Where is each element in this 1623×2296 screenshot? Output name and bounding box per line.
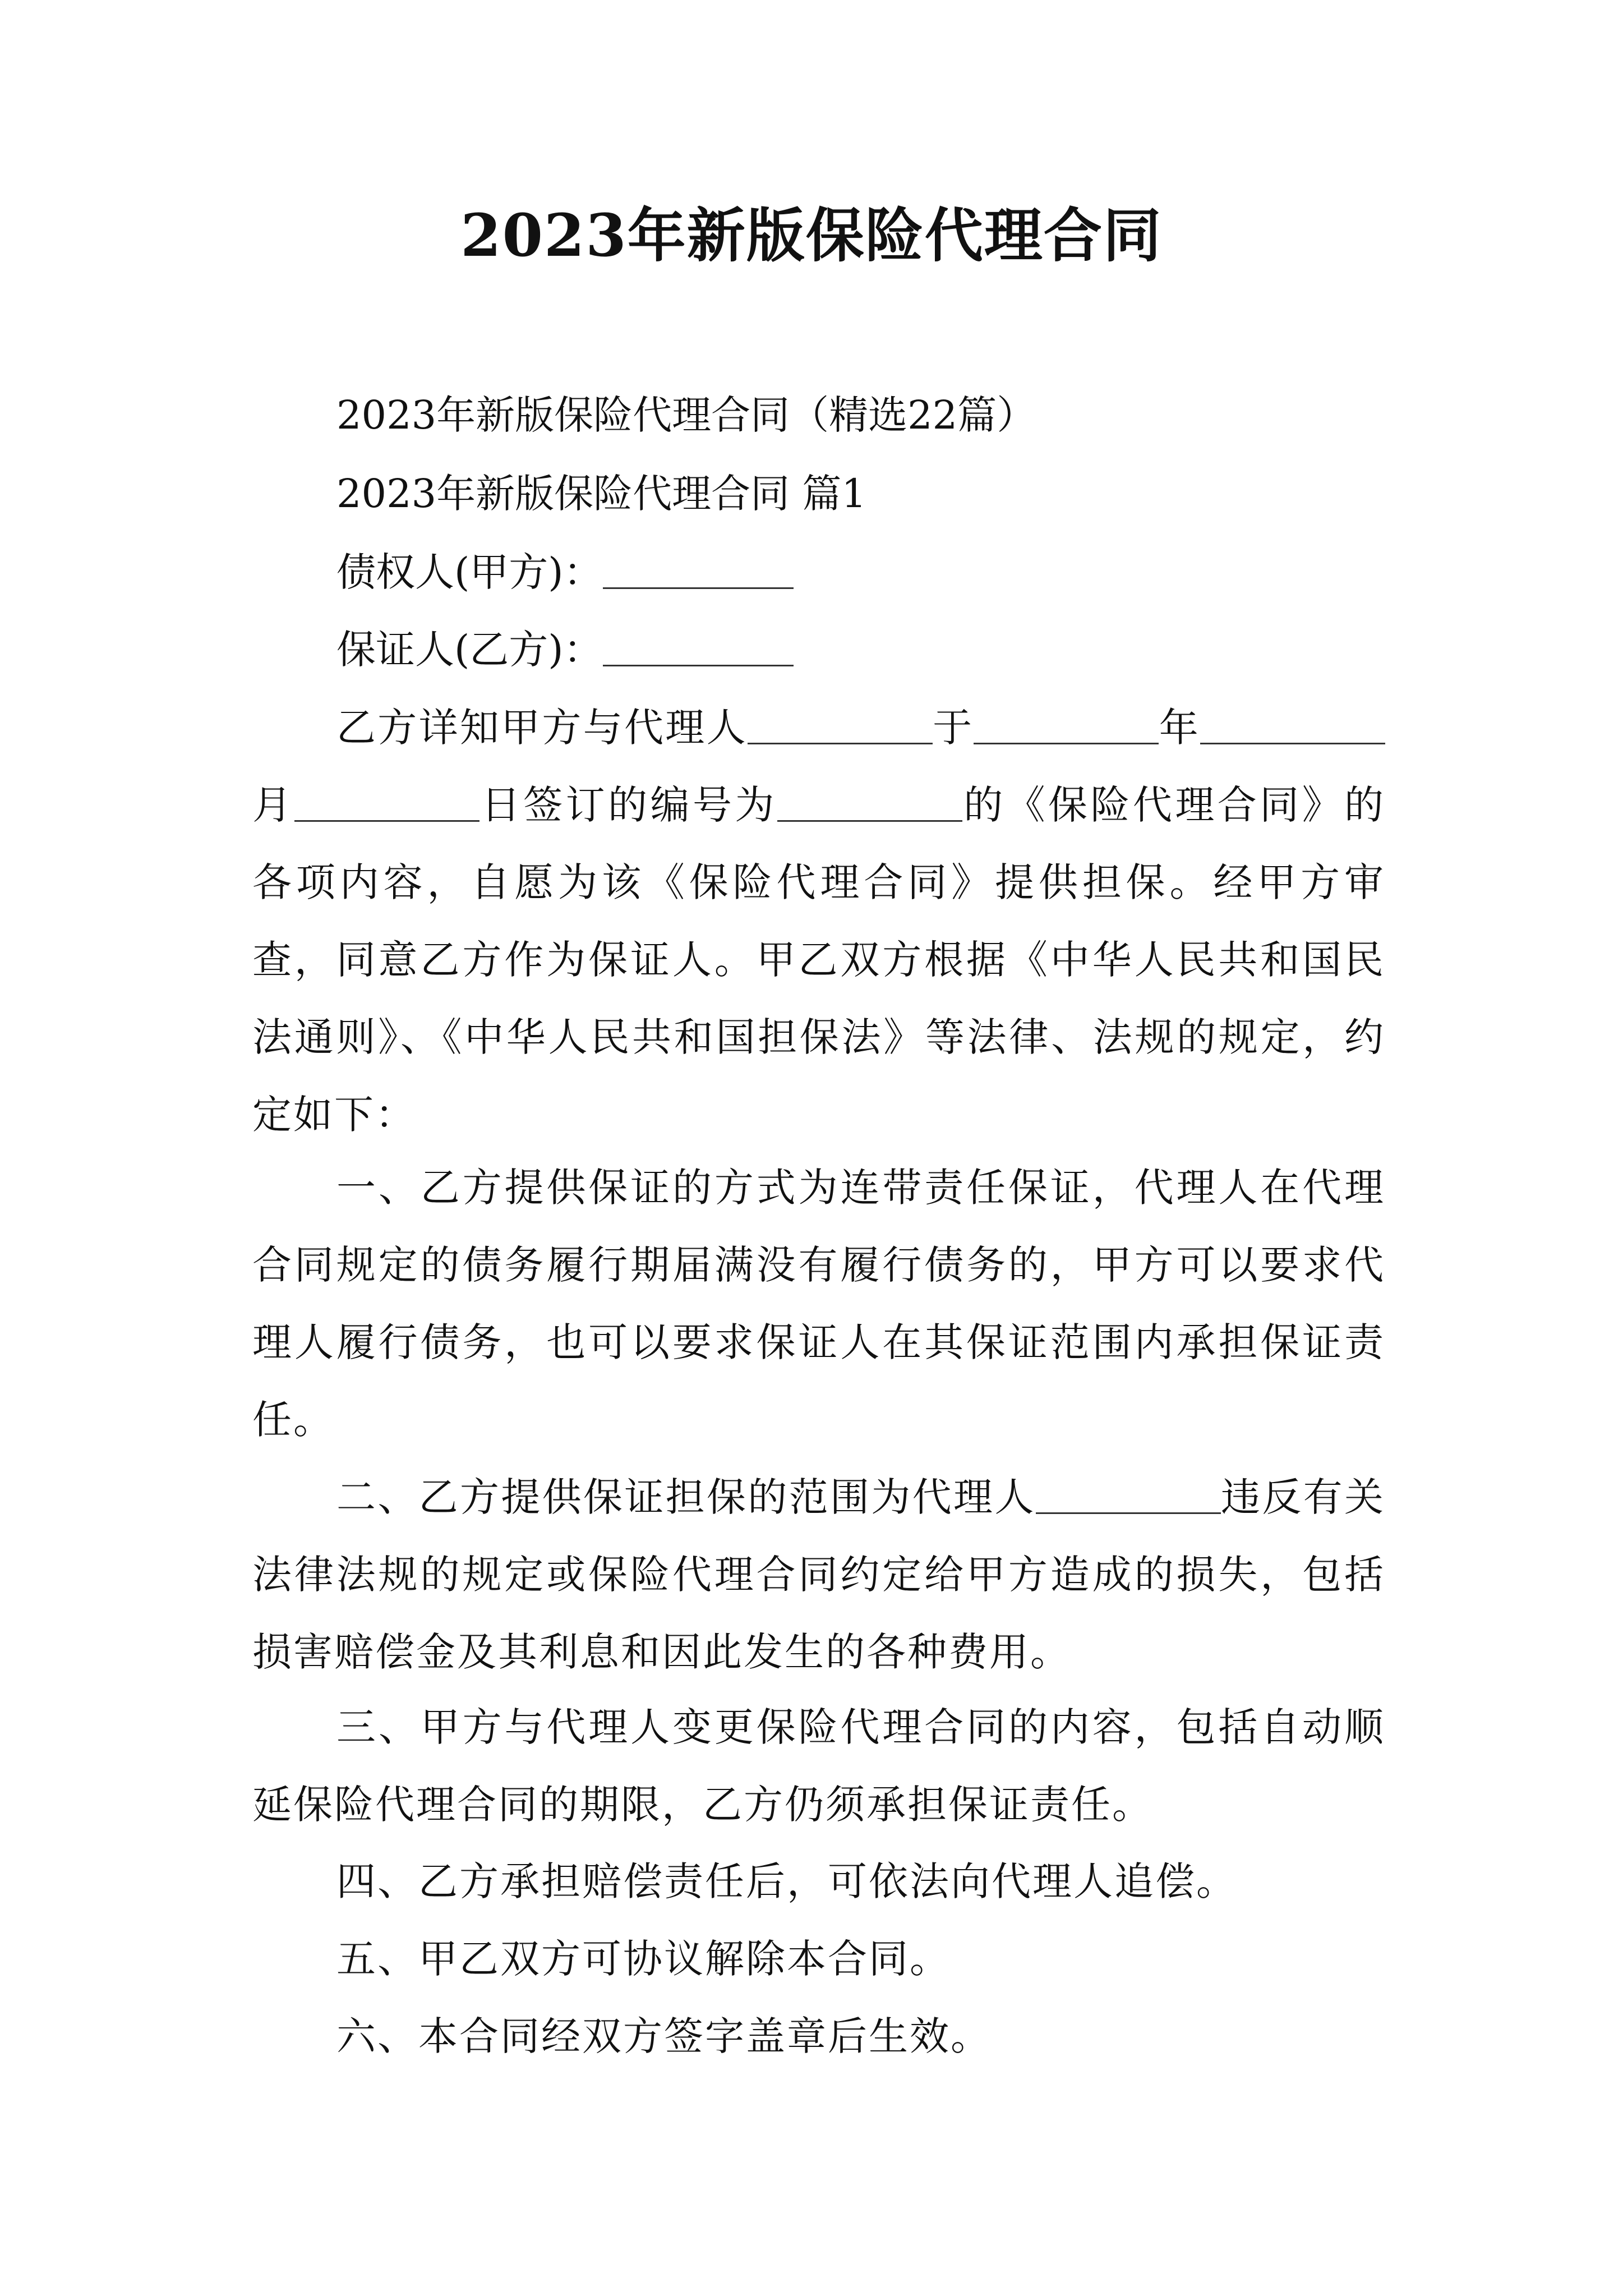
agent-name-blank[interactable] <box>748 703 933 744</box>
party-b-line <box>336 622 794 678</box>
clause-2-text-2: 违反有关法律法规的规定或保险代理合同约定给甲方造成的损失，包括损害赔偿金及其利息和因此发生的各种费用。 <box>252 1474 1386 1675</box>
intro-paragraph <box>252 689 1385 1153</box>
document-title: 2023年新版保险代理合同 <box>460 201 1163 270</box>
party-a-line <box>336 544 794 600</box>
intro-text-2: 于 <box>932 705 974 751</box>
year-blank[interactable] <box>974 703 1159 744</box>
subtitle: 2023年新版保险代理合同（精选22篇） <box>336 392 1036 438</box>
clause-3: 三、甲方与代理人变更保险代理合同的内容，包括自动顺延保险代理合同的期限，乙方仍须承担保证责任。 <box>252 1704 1385 1828</box>
clause-4: 四、乙方承担赔偿责任后，可依法向代理人追偿。 <box>336 1858 1237 1904</box>
party-b-blank[interactable] <box>603 625 794 666</box>
agent-blank-clause-2[interactable] <box>1036 1473 1221 1514</box>
clause-1: 一、乙方提供保证的方式为连带责任保证，代理人在代理合同规定的债务履行期届满没有履行债务的，甲方可以要求代理人履行债务，也可以要求保证人在其保证范围内承担保证责任。 <box>252 1165 1385 1443</box>
party-b-label: 保证人(乙方)： <box>336 627 603 673</box>
intro-text-1: 乙方详知甲方与代理人 <box>336 705 748 751</box>
intro-text-6: 的《保险代理合同》的各项内容，自愿为该《保险代理合同》提供担保。经甲方审查，同意乙方作为保证人。甲乙双方根据《中华人民共和国民法通则》、《中华人民共和国担保法》等法律、法规的规定，约定如下： <box>252 782 1386 1138</box>
intro-text-5: 日签订的编号为 <box>479 782 777 828</box>
clause-5: 五、甲乙双方可协议解除本合同。 <box>336 1936 951 1982</box>
intro-text-3: 年 <box>1159 705 1201 751</box>
contract-number-blank[interactable] <box>777 781 962 822</box>
clause-2 <box>252 1458 1385 1691</box>
day-blank[interactable] <box>294 781 479 822</box>
clause-6: 六、本合同经双方签字盖章后生效。 <box>336 2013 992 2059</box>
clause-2-text-1: 二、乙方提供保证担保的范围为代理人 <box>336 1474 1036 1520</box>
month-blank[interactable] <box>1200 703 1385 744</box>
party-a-blank[interactable] <box>603 548 794 589</box>
party-a-label: 债权人(甲方)： <box>336 549 603 595</box>
intro-text-4: 月 <box>252 782 295 828</box>
section-heading: 2023年新版保险代理合同 篇1 <box>336 471 866 517</box>
